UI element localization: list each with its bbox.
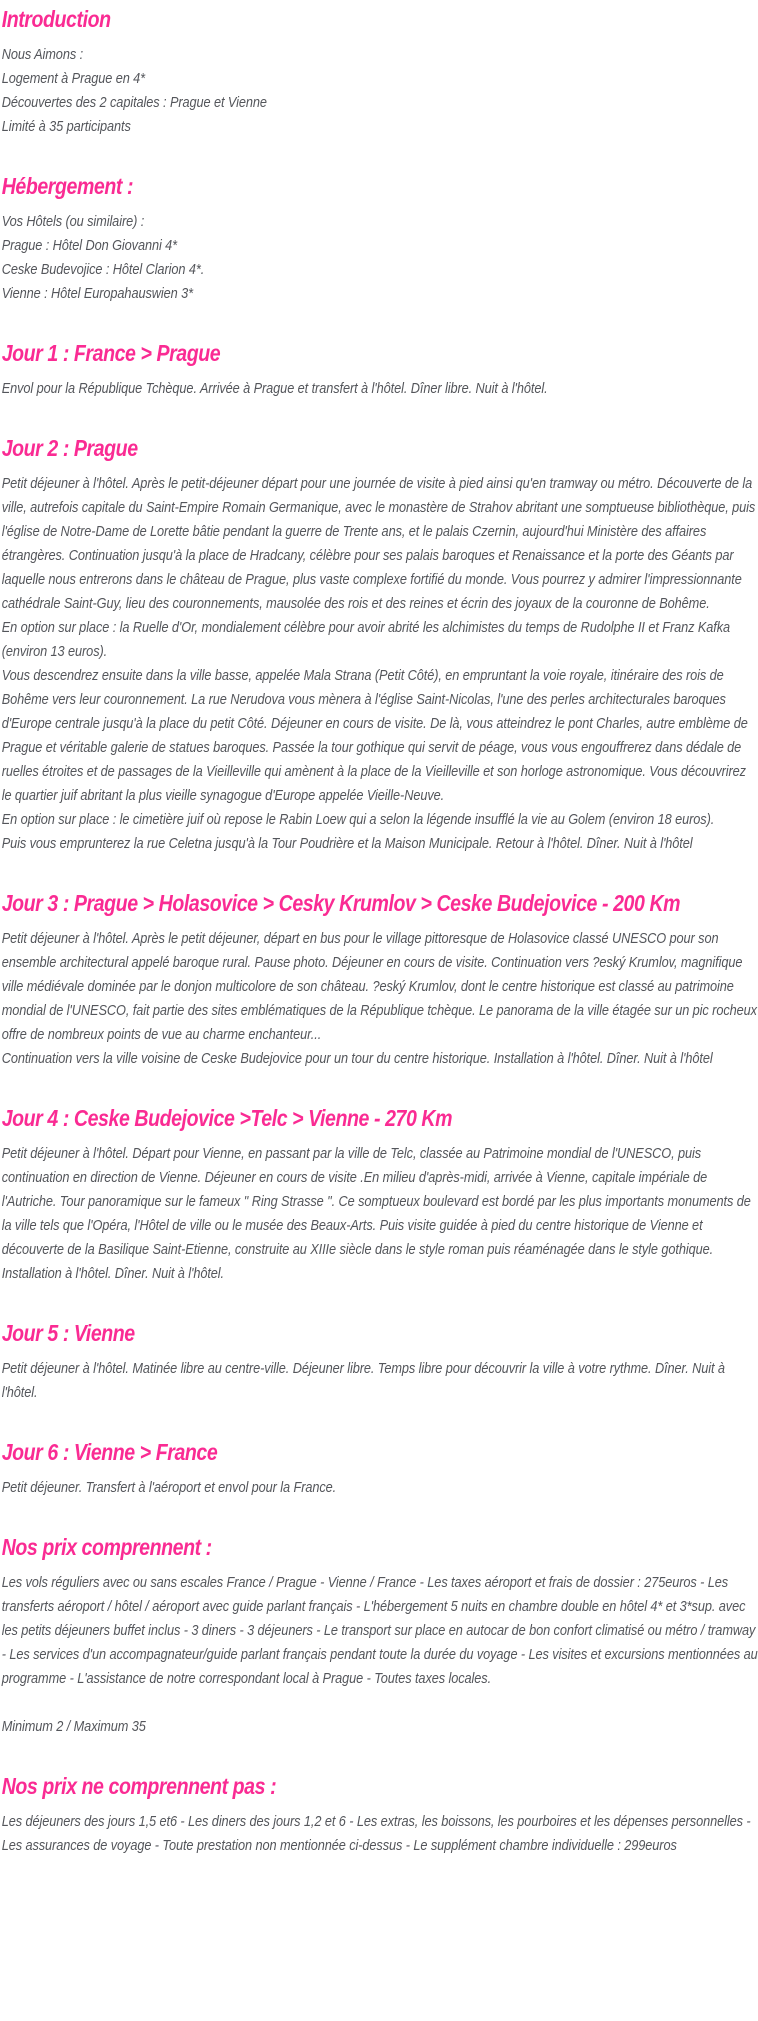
paragraph: Nous Aimons : bbox=[1, 46, 84, 63]
paragraph: Vous descendrez ensuite dans la ville basse, appelée Mala Strana (Petit Côté), en empruntant la voie royale, itinéraire des rois de Bohême vers leur couronnement. La rue Nerudova vous mènera à l'église Saint-Nicolas, l'une des perles architecturales baroques d'Europe centrale jusqu'à la place du petit Côté. Déjeuner en cours de visite. De là, vous atteindrez le pont Charles, autre emblème de Prague et véritable galerie de statues baroques. Passée la tour gothique qui servit de péage, vous vous engouffrerez dans dédale de ruelles étroites et de passages de la Vieilleville qui amènent à la place de la Vieilleville et son horloge astronomique. Vous découvrirez le quartier juif abritant la plus vieille synagogue d'Europe appelée Vieille-Neuve. bbox=[1, 667, 748, 804]
section-jour-4 bbox=[2, 1105, 758, 1286]
section-heading-jour-5: Jour 5 : Vienne bbox=[1, 1320, 135, 1346]
section-jour-6 bbox=[2, 1439, 758, 1500]
paragraph: Petit déjeuner à l'hôtel. Départ pour Vienne, en passant par la ville de Telc, classée au Patrimoine mondial de l'UNESCO, puis continuation en direction de Vienne. Déjeuner en cours de visite .En milieu d'après-midi, arrivée à Vienne, capitale impériale de l'Autriche. Tour panoramique sur le fameux " Ring Strasse ". Ce somptueux boulevard est bordé par les plus importants monuments de la ville tels que l'Opéra, l'Hôtel de ville ou le musée des Beaux-Arts. Puis visite guidée à pied du centre historique de Vienne et découverte de la Basilique Saint-Etienne, construite au XIIIe siècle dans le style roman puis réaménagée dans le style gothique. Installation à l'hôtel. Dîner. Nuit à l'hôtel. bbox=[1, 1145, 751, 1282]
section-nos-prix-ne-comprennent-pas bbox=[2, 1773, 758, 1858]
paragraph: Logement à Prague en 4* bbox=[1, 70, 146, 87]
section-jour-1 bbox=[2, 340, 758, 401]
paragraph: Petit déjeuner à l'hôtel. Après le petit déjeuner, départ en bus pour le village pittoresque de Holasovice classé UNESCO pour son ensemble architectural appelé baroque rural. Pause photo. Déjeuner en cours de visite. Continuation vers ?eský Krumlov, magnifique ville médiévale dominée par le donjon multicolore de son château. ?eský Krumlov, dont le centre historique est classé au patrimoine mondial de l'UNESCO, fait partie des sites emblématiques de la République tchèque. Le panorama de la ville étagée sur un pic rocheux offre de nombreux points de vue au charme enchanteur... bbox=[1, 930, 757, 1043]
paragraph: Les vols réguliers avec ou sans escales France / Prague - Vienne / France - Les taxes aéroport et frais de dossier : 275euros - Les transferts aéroport / hôtel / aéroport avec guide parlant français - L'hébergement 5 nuits en chambre double en hôtel 4* et 3*sup. avec les petits déjeuners buffet inclus - 3 diners - 3 déjeuners - Le transport sur place en autocar de bon confort climatisé ou métro / tramway - Les services d'un accompagnateur/guide parlant français pendant toute la durée du voyage - Les visites et excursions mentionnées au programme - L'assistance de notre correspondant local à Prague - Toutes taxes locales. bbox=[1, 1574, 758, 1687]
section-hebergement bbox=[2, 173, 758, 306]
paragraph: Limité à 35 participants bbox=[1, 118, 131, 135]
section-heading-jour-3: Jour 3 : Prague > Holasovice > Cesky Krumlov > Ceske Budejovice - 200 Km bbox=[1, 890, 681, 916]
section-heading-jour-4: Jour 4 : Ceske Budejovice >Telc > Vienne - 270 Km bbox=[1, 1105, 453, 1131]
section-heading-jour-1: Jour 1 : France > Prague bbox=[1, 340, 221, 366]
paragraph: Découvertes des 2 capitales : Prague et Vienne bbox=[1, 94, 267, 111]
paragraph: Puis vous emprunterez la rue Celetna jusqu'à la Tour Poudrière et la Maison Municipale. Retour à l'hôtel. Dîner. Nuit à l'hôtel bbox=[1, 835, 693, 852]
section-nos-prix-comprennent bbox=[2, 1534, 758, 1739]
section-jour-5 bbox=[2, 1320, 758, 1405]
paragraph: Continuation vers la ville voisine de Ceske Budejovice pour un tour du centre historique. Installation à l'hôtel. Dîner. Nuit à l'hôtel bbox=[1, 1050, 713, 1067]
paragraph: Vienne : Hôtel Europahauswien 3* bbox=[1, 285, 193, 302]
paragraph: Prague : Hôtel Don Giovanni 4* bbox=[1, 237, 178, 254]
section-introduction bbox=[2, 6, 758, 139]
paragraph: Envol pour la République Tchèque. Arrivée à Prague et transfert à l'hôtel. Dîner libre. Nuit à l'hôtel. bbox=[1, 380, 548, 397]
section-heading-introduction: Introduction bbox=[1, 6, 111, 32]
section-heading-nos-prix-comprennent: Nos prix comprennent : bbox=[1, 1534, 212, 1560]
paragraph: Vos Hôtels (ou similaire) : bbox=[1, 213, 145, 230]
blank-line bbox=[2, 1691, 758, 1715]
paragraph: Petit déjeuner. Transfert à l'aéroport et envol pour la France. bbox=[1, 1479, 337, 1496]
section-heading-nos-prix-ne-comprennent-pas: Nos prix ne comprennent pas : bbox=[1, 1773, 277, 1799]
paragraph: Les déjeuners des jours 1,5 et6 - Les diners des jours 1,2 et 6 - Les extras, les boissons, les pourboires et les dépenses personnelles - Les assurances de voyage - Toute prestation non mentionnée ci-dessus - Le supplément chambre individuelle : 299euros bbox=[1, 1813, 751, 1854]
section-jour-3 bbox=[2, 890, 758, 1071]
section-jour-2 bbox=[2, 435, 758, 856]
paragraph: Petit déjeuner à l'hôtel. Après le petit-déjeuner départ pour une journée de visite à pied ainsi qu'en tramway ou métro. Découverte de la ville, autrefois capitale du Saint-Empire Romain Germanique, avec le monastère de Strahov abritant une somptueuse bibliothèque, puis l'église de Notre-Dame de Lorette bâtie pendant la guerre de Trente ans, et le palais Czernin, aujourd'hui Ministère des affaires étrangères. Continuation jusqu'à la place de Hradcany, célèbre pour ses palais baroques et Renaissance et la porte des Géants par laquelle nous entrerons dans le château de Prague, plus vaste complexe fortifié du monde. Vous pourrez y admirer l'impressionnante cathédrale Saint-Guy, lieu des couronnements, mausolée des rois et des reines et écrin des joyaux de la couronne de Bohême. bbox=[1, 475, 756, 612]
section-heading-hebergement: Hébergement : bbox=[1, 173, 134, 199]
paragraph: En option sur place : la Ruelle d'Or, mondialement célèbre pour avoir abrité les alchimistes du temps de Rudolphe II et Franz Kafka (environ 13 euros). bbox=[1, 619, 731, 660]
paragraph: Minimum 2 / Maximum 35 bbox=[1, 1718, 146, 1735]
paragraph: Petit déjeuner à l'hôtel. Matinée libre au centre-ville. Déjeuner libre. Temps libre pour découvrir la ville à votre rythme. Dîner. Nuit à l'hôtel. bbox=[1, 1360, 725, 1401]
paragraph: Ceske Budevojice : Hôtel Clarion 4*. bbox=[1, 261, 205, 278]
section-heading-jour-2: Jour 2 : Prague bbox=[1, 435, 138, 461]
section-heading-jour-6: Jour 6 : Vienne > France bbox=[1, 1439, 218, 1465]
paragraph: En option sur place : le cimetière juif où repose le Rabin Loew qui a selon la légende insufflé la vie au Golem (environ 18 euros). bbox=[1, 811, 715, 828]
